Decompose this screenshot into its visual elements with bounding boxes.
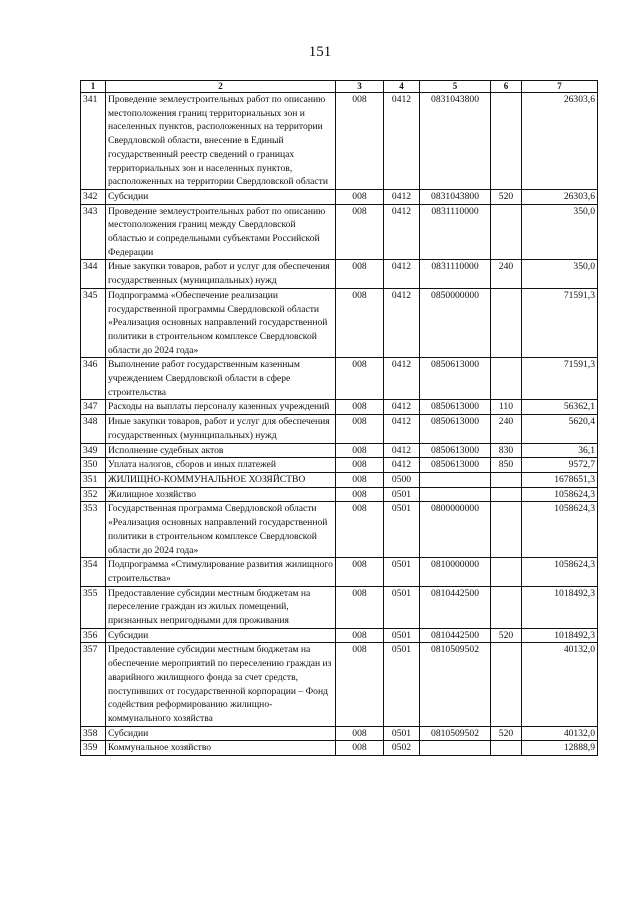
table-cell: 520 [491,189,522,204]
table-cell: 0501 [384,726,420,741]
table-cell [420,487,491,502]
table-cell: 0412 [384,260,420,288]
table-cell: 1678651,3 [522,472,598,487]
table-cell: Выполнение работ государственным казенным учреждением Свердловской области в сфере строительства [106,358,336,400]
table-cell: Предоставление субсидии местным бюджетам на переселение граждан из жилых помещений, признанных непригодными для проживания [106,586,336,628]
table-cell: 0831043800 [420,93,491,190]
table-row [81,458,598,473]
table-row [81,400,598,415]
table-row [81,443,598,458]
table-cell: Субсидии [106,628,336,643]
table-cell: 008 [336,415,384,443]
table-cell: 1018492,3 [522,586,598,628]
table-cell: 008 [336,358,384,400]
table-cell: 353 [81,502,106,558]
column-header: 1 [81,81,106,93]
table-cell [491,204,522,260]
table-cell: 520 [491,726,522,741]
table-cell: 343 [81,204,106,260]
table-cell: 0501 [384,487,420,502]
table-row [81,558,598,586]
table-cell [420,741,491,756]
table-cell: 5620,4 [522,415,598,443]
table-cell: 0500 [384,472,420,487]
table-cell: Субсидии [106,726,336,741]
table-cell: 0850613000 [420,358,491,400]
table-cell: 9572,7 [522,458,598,473]
table-cell: 1058624,3 [522,487,598,502]
table-cell: 0412 [384,415,420,443]
table-cell: 008 [336,400,384,415]
table-cell: 36,1 [522,443,598,458]
table-row [81,628,598,643]
table-cell: 0850000000 [420,288,491,358]
table-row [81,204,598,260]
table-cell: Государственная программа Свердловской области «Реализация основных направлений государственной политики в строительном комплексе Свердловской области до 2024 года» [106,502,336,558]
table-cell: 0501 [384,558,420,586]
table-cell: 0502 [384,741,420,756]
table-cell: 351 [81,472,106,487]
table-cell: 350,0 [522,260,598,288]
column-header: 7 [522,81,598,93]
table-row [81,189,598,204]
table-cell: 352 [81,487,106,502]
table-cell: 008 [336,260,384,288]
table-cell: 008 [336,288,384,358]
table-cell: 357 [81,643,106,726]
table-cell: 1058624,3 [522,558,598,586]
table-row [81,586,598,628]
table-cell: Проведение землеустроительных работ по описанию местоположения границ между Свердловской областью и сопредельными субъектами Российской Федерации [106,204,336,260]
table-cell: 356 [81,628,106,643]
table-cell [491,93,522,190]
table-cell: 0831043800 [420,189,491,204]
table-cell: 0810442500 [420,628,491,643]
table-cell: 344 [81,260,106,288]
table-cell: Жилищное хозяйство [106,487,336,502]
table-cell [491,502,522,558]
table-cell: 359 [81,741,106,756]
table-cell [491,741,522,756]
table-cell: 0810509502 [420,726,491,741]
table-row [81,415,598,443]
table-cell: Иные закупки товаров, работ и услуг для обеспечения государственных (муниципальных) нужд [106,260,336,288]
table-cell: Исполнение судебных актов [106,443,336,458]
table-cell: 0810442500 [420,586,491,628]
table-cell: 0810509502 [420,643,491,726]
table-cell: Расходы на выплаты персоналу казенных учреждений [106,400,336,415]
budget-table [80,80,598,756]
table-row [81,260,598,288]
table-cell: 0831110000 [420,260,491,288]
table-cell [491,358,522,400]
table-cell: Коммунальное хозяйство [106,741,336,756]
table-cell [491,487,522,502]
table-cell: 830 [491,443,522,458]
table-cell: 0412 [384,288,420,358]
table-cell: 0850613000 [420,400,491,415]
table-cell: 008 [336,487,384,502]
table-cell: 240 [491,415,522,443]
table-cell: 0412 [384,93,420,190]
table-header-row [81,81,598,93]
table-cell: 346 [81,358,106,400]
table-cell: Субсидии [106,189,336,204]
table-cell: 350,0 [522,204,598,260]
table-row [81,502,598,558]
column-header: 5 [420,81,491,93]
page-number: 151 [308,44,332,60]
table-cell: 0810000000 [420,558,491,586]
table-cell: 008 [336,558,384,586]
table-cell: 350 [81,458,106,473]
table-cell: 008 [336,472,384,487]
table-cell: 71591,3 [522,288,598,358]
table-cell: ЖИЛИЩНО-КОММУНАЛЬНОЕ ХОЗЯЙСТВО [106,472,336,487]
table-cell: 008 [336,189,384,204]
table-cell: 349 [81,443,106,458]
table-cell: 0501 [384,586,420,628]
table-cell: 0850613000 [420,415,491,443]
column-header: 6 [491,81,522,93]
table-cell: 008 [336,643,384,726]
table-cell [491,558,522,586]
table-cell [491,643,522,726]
table-cell: 520 [491,628,522,643]
table-cell: 110 [491,400,522,415]
table-row [81,288,598,358]
table-row [81,741,598,756]
table-row [81,487,598,502]
table-cell: 008 [336,741,384,756]
table-cell: 008 [336,628,384,643]
table-cell: Предоставление субсидии местным бюджетам на обеспечение мероприятий по переселению граждан из аварийного жилищного фонда за счет средств, поступивших от государственной корпорации – Фонд содействия реформированию жилищно-коммунального хозяйства [106,643,336,726]
table-cell: 008 [336,204,384,260]
table-cell: 0501 [384,628,420,643]
table-cell: 0412 [384,189,420,204]
table-cell [491,472,522,487]
table-cell: Проведение землеустроительных работ по описанию местоположения границ территориальных зон и населенных пунктов, расположенных на территории Свердловской области, внесение в Единый государственный реестр сведений о границах территориальных зон и населенных пунктов, расположенных на территории Свердловской области [106,93,336,190]
table-cell: 0412 [384,443,420,458]
table-cell: 008 [336,443,384,458]
table-cell: 0850613000 [420,458,491,473]
table-cell: 26303,6 [522,93,598,190]
table-cell: 358 [81,726,106,741]
table-cell: 008 [336,502,384,558]
table-row [81,726,598,741]
table-cell [420,472,491,487]
table-cell: 0412 [384,400,420,415]
table-cell: 347 [81,400,106,415]
table-cell: 008 [336,726,384,741]
table-body [81,93,598,756]
table-cell: 008 [336,586,384,628]
table-row [81,93,598,190]
table-cell: Подпрограмма «Стимулирование развития жилищного строительства» [106,558,336,586]
table-cell: 008 [336,458,384,473]
table-cell: 341 [81,93,106,190]
table-cell: 1018492,3 [522,628,598,643]
table-cell: 40132,0 [522,643,598,726]
column-header: 2 [106,81,336,93]
table-cell: 71591,3 [522,358,598,400]
table-cell: Уплата налогов, сборов и иных платежей [106,458,336,473]
table-cell: 0501 [384,643,420,726]
table-cell: 26303,6 [522,189,598,204]
table-row [81,472,598,487]
table-cell: Иные закупки товаров, работ и услуг для обеспечения государственных (муниципальных) нужд [106,415,336,443]
table-cell: 355 [81,586,106,628]
table-cell: 0831110000 [420,204,491,260]
table-cell: 0412 [384,358,420,400]
table-row [81,643,598,726]
table-row [81,358,598,400]
table-cell: 348 [81,415,106,443]
table-cell: 1058624,3 [522,502,598,558]
table-cell [491,586,522,628]
table-cell: 0412 [384,458,420,473]
table-cell: 345 [81,288,106,358]
table-cell: 240 [491,260,522,288]
table-cell: 12888,9 [522,741,598,756]
table-cell: 56362,1 [522,400,598,415]
table-cell: 850 [491,458,522,473]
table-cell: 0800000000 [420,502,491,558]
table-cell: 354 [81,558,106,586]
table-cell: 342 [81,189,106,204]
table-cell [491,288,522,358]
table-cell: 0850613000 [420,443,491,458]
table-cell: 0412 [384,204,420,260]
table-cell: 40132,0 [522,726,598,741]
table-cell: 0501 [384,502,420,558]
table-cell: Подпрограмма «Обеспечение реализации государственной программы Свердловской области «Реализация основных направлений государственной политики в строительном комплексе Свердловской области до 2024 года» [106,288,336,358]
column-header: 4 [384,81,420,93]
column-header: 3 [336,81,384,93]
table-cell: 008 [336,93,384,190]
